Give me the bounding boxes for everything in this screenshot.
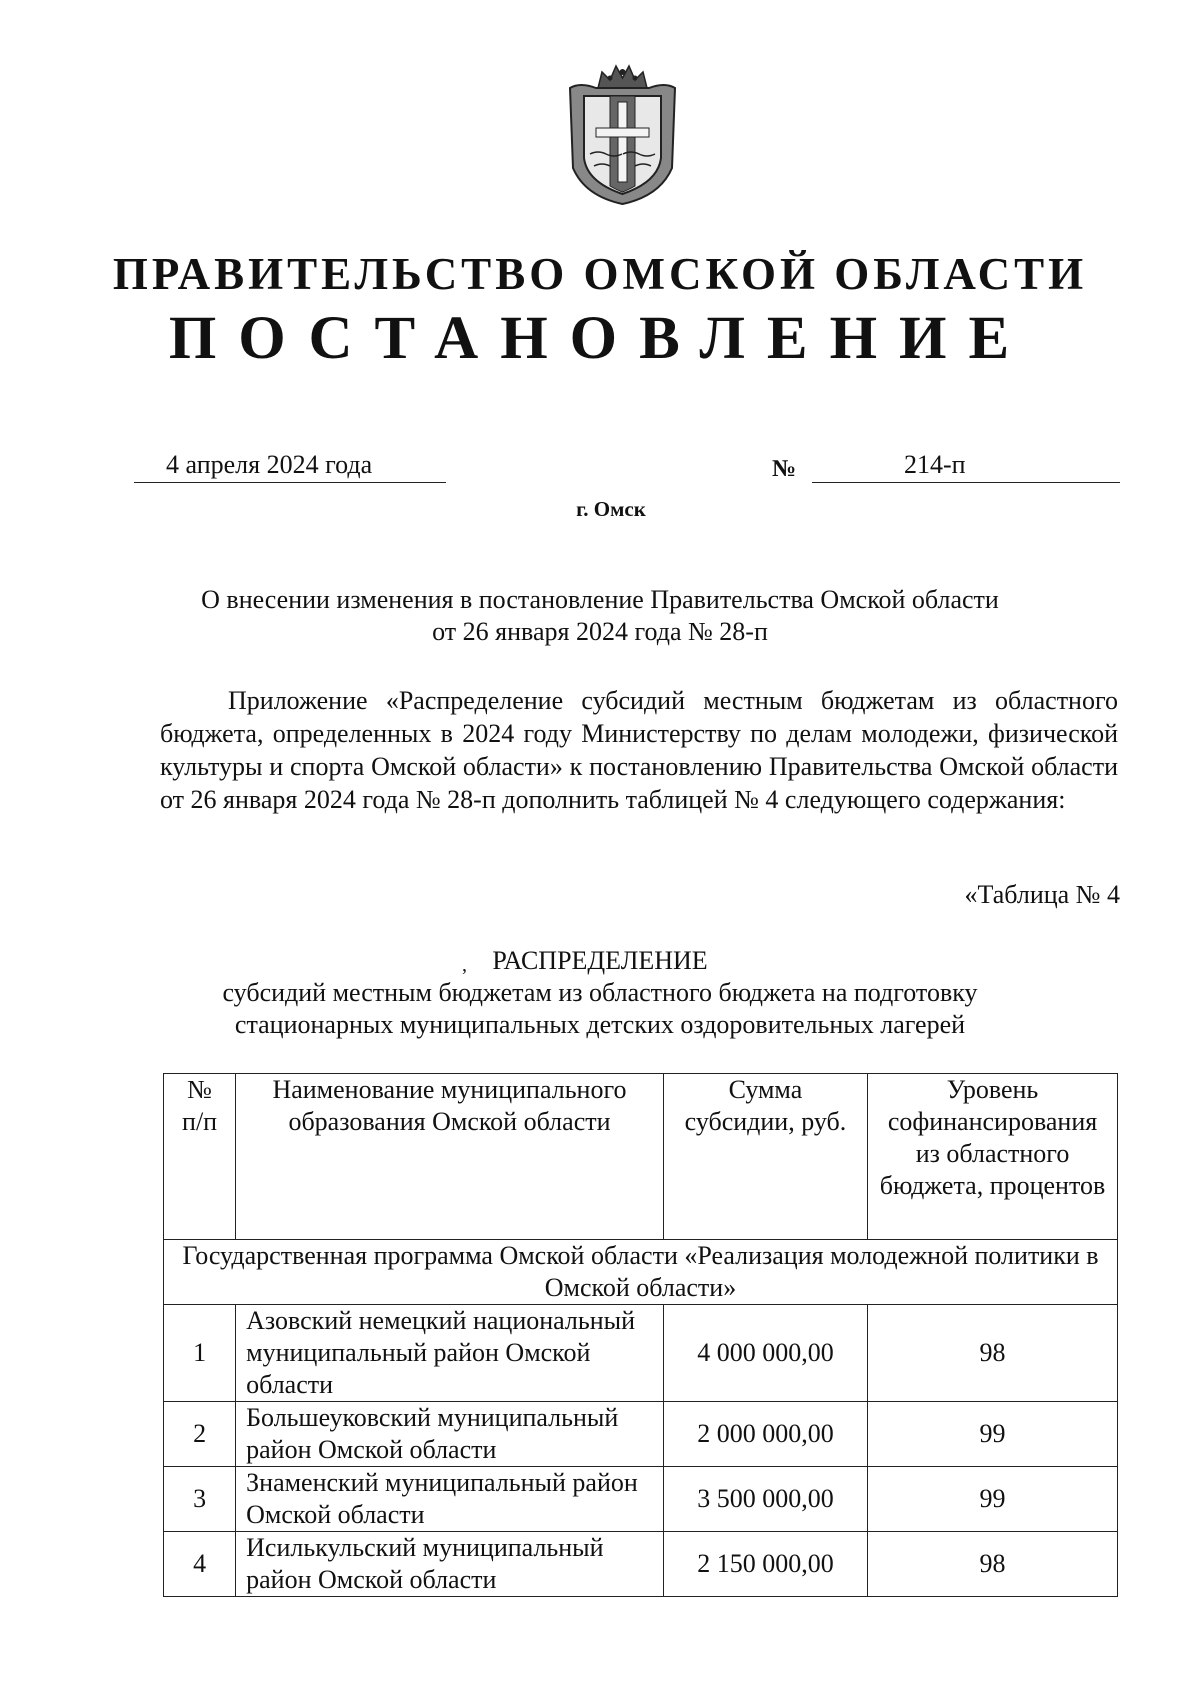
table-row xyxy=(164,1402,1118,1467)
table-reference: «Таблица № 4 xyxy=(964,880,1120,909)
program-name: Государственная программа Омской области «Реализация молодежной политики в Омской области» xyxy=(164,1240,1118,1305)
date-field xyxy=(134,452,446,483)
header-level: Уровень софинансирования из областного бюджета, процентов xyxy=(868,1074,1118,1240)
distribution-line-3: стационарных муниципальных детских оздоровительных лагерей xyxy=(234,1010,966,1039)
row-num: 2 xyxy=(164,1402,236,1467)
government-name: ПРАВИТЕЛЬСТВО ОМСКОЙ ОБЛАСТИ xyxy=(112,249,1088,299)
row-level: 98 xyxy=(868,1305,1118,1402)
row-level: 99 xyxy=(868,1402,1118,1467)
row-amount: 2 150 000,00 xyxy=(663,1532,867,1597)
document-subject xyxy=(150,584,1050,648)
distribution-line-2: субсидий местным бюджетам из областного бюджета на подготовку xyxy=(222,978,978,1007)
program-row xyxy=(164,1240,1118,1305)
table-row xyxy=(164,1532,1118,1597)
body-paragraph: Приложение «Распределение субсидий местным бюджетам из областного бюджета, определенных в 2024 году Министерству по делам молодежи, физической культуры и спорта Омской области» к постановлению Правительства Омской области от 26 января 2024 года № 28-п дополнить таблицей № 4 следующего содержания: xyxy=(160,686,1118,814)
row-level: 98 xyxy=(868,1532,1118,1597)
row-num: 1 xyxy=(164,1305,236,1402)
row-amount: 2 000 000,00 xyxy=(663,1402,867,1467)
row-name: Исилькульский муниципальный район Омской области xyxy=(236,1532,664,1597)
document-date: 4 апреля 2024 года xyxy=(166,450,373,479)
distribution-title xyxy=(150,945,1050,1041)
document-number: 214-п xyxy=(904,450,966,479)
scan-mark: , xyxy=(462,954,467,976)
header-num: № п/п xyxy=(164,1074,236,1240)
number-field xyxy=(812,452,1120,483)
header-amount: Сумма субсидии, руб. xyxy=(663,1074,867,1240)
document-type: ПОСТАНОВЛЕНИЕ xyxy=(168,305,1032,372)
row-level: 99 xyxy=(868,1467,1118,1532)
row-num: 4 xyxy=(164,1532,236,1597)
distribution-heading: РАСПРЕДЕЛЕНИЕ xyxy=(492,946,708,975)
number-sign: № xyxy=(772,456,797,482)
row-name: Большеуковский муниципальный район Омской области xyxy=(236,1402,664,1467)
header-name: Наименование муниципального образования Омской области xyxy=(236,1074,664,1240)
table-row xyxy=(164,1305,1118,1402)
row-name: Азовский немецкий национальный муниципальный район Омской области xyxy=(236,1305,664,1402)
subject-line-2: от 26 января 2024 года № 28-п xyxy=(432,617,768,646)
coat-of-arms-icon xyxy=(560,58,685,208)
row-num: 3 xyxy=(164,1467,236,1532)
row-amount: 4 000 000,00 xyxy=(663,1305,867,1402)
body-text xyxy=(160,684,1118,816)
subject-line-1: О внесении изменения в постановление Правительства Омской области xyxy=(201,585,999,614)
subsidy-table xyxy=(163,1073,1118,1597)
table-header-row xyxy=(164,1074,1118,1240)
row-name: Знаменский муниципальный район Омской области xyxy=(236,1467,664,1532)
city: г. Омск xyxy=(576,497,646,521)
table-row xyxy=(164,1467,1118,1532)
row-amount: 3 500 000,00 xyxy=(663,1467,867,1532)
